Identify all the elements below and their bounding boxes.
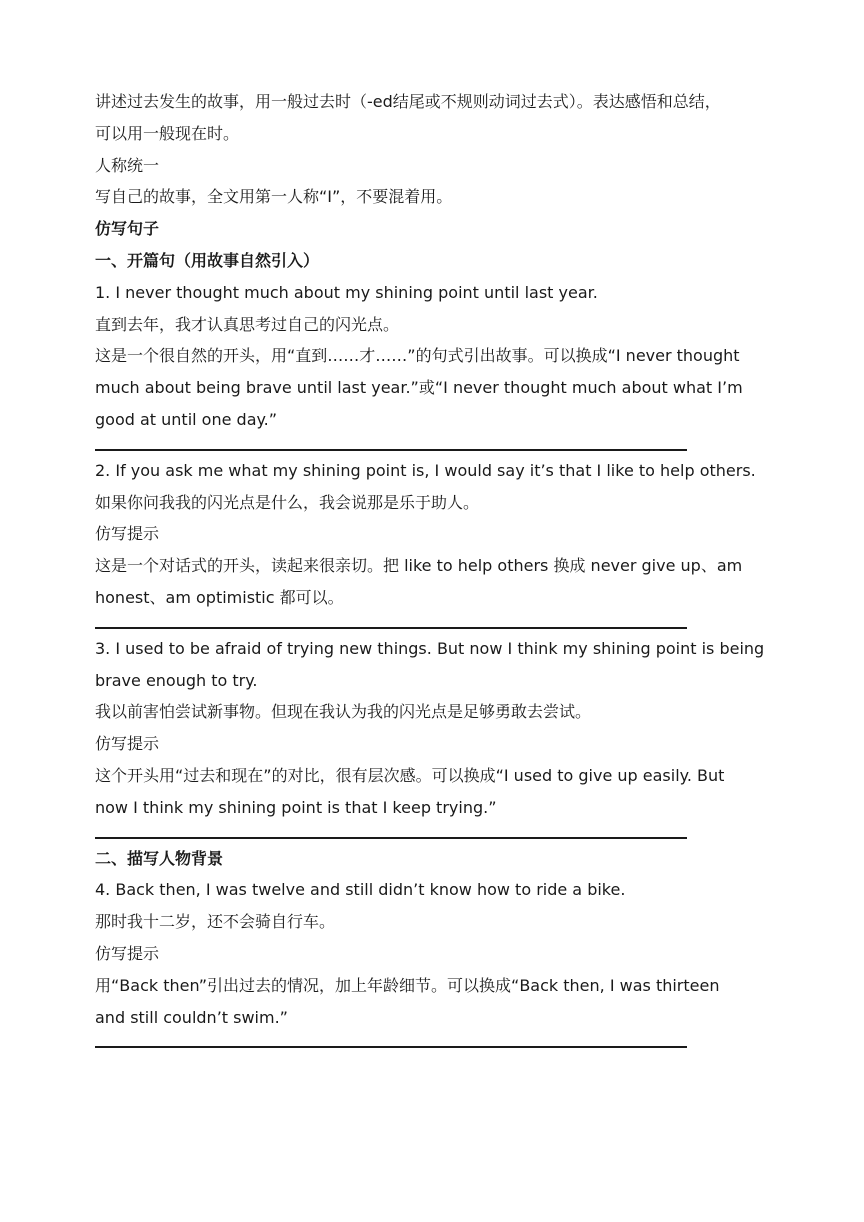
writing-answer-line [95,449,687,451]
example-item-1 [95,277,785,451]
example-1-tip-line-1: 这是一个很自然的开头，用“直到……才……”的句式引出故事。可以换成“I never thought [95,346,740,366]
example-3-english-line-1: 3. I used to be afraid of trying new things. But now I think my shining point is being [95,638,765,658]
person-rule-text: 写自己的故事，全文用第一人称“I”，不要混着用。 [95,187,453,207]
example-4-tip-line-2: and still couldn’t swim.” [95,1007,288,1027]
example-4-tip-label: 仿写提示 [95,943,160,963]
example-1-chinese: 直到去年，我才认真思考过自己的闪光点。 [95,314,400,334]
example-2-chinese: 如果你问我我的闪光点是什么，我会说那是乐于助人。 [95,492,480,512]
example-2-tip-line-2: honest、am optimistic 都可以。 [95,587,344,607]
example-3-tip-label: 仿写提示 [95,734,160,754]
example-item-2 [95,455,785,629]
tense-rule-line-2: 可以用一般现在时。 [95,123,240,143]
example-4-tip-line-1: 用“Back then”引出过去的情况，加上年龄细节。可以换成“Back then, I was thirteen [95,975,720,995]
example-item-3 [95,633,785,839]
example-3-english-line-2: brave enough to try. [95,670,258,690]
document-page [95,86,785,1052]
example-3-chinese: 我以前害怕尝试新事物。但现在我认为我的闪光点是足够勇敢去尝试。 [95,702,592,722]
section-2-heading: 二、描写人物背景 [95,848,224,868]
example-1-tip-line-2: much about being brave until last year.”或“I never thought much about what I’m [95,378,743,398]
section-1-heading: 一、开篇句（用故事自然引入） [95,250,320,270]
writing-answer-line [95,1046,687,1048]
imitate-heading: 仿写句子 [95,219,160,239]
example-item-4 [95,874,785,1048]
example-4-english: 4. Back then, I was twelve and still didn’t know how to ride a bike. [95,880,626,900]
example-2-english: 2. If you ask me what my shining point is, I would say it’s that I like to help others. [95,460,756,480]
example-4-chinese: 那时我十二岁，还不会骑自行车。 [95,912,336,932]
example-3-tip-line-2: now I think my shining point is that I keep trying.” [95,797,497,817]
tense-rule-line-1: 讲述过去发生的故事，用一般过去时（-ed结尾或不规则动词过去式）。表达感悟和总结， [95,92,721,111]
example-2-tip-label: 仿写提示 [95,524,160,544]
example-2-tip-line-1: 这是一个对话式的开头，读起来很亲切。把 like to help others 换成 never give up、am [95,556,743,576]
example-1-english: 1. I never thought much about my shining point until last year. [95,282,598,302]
person-heading: 人称统一 [95,155,160,175]
writing-answer-line [95,837,687,839]
writing-answer-line [95,627,687,629]
example-3-tip-line-1: 这个开头用“过去和现在”的对比，很有层次感。可以换成“I used to give up easily. But [95,765,725,785]
example-1-tip-line-3: good at until one day.” [95,409,278,429]
